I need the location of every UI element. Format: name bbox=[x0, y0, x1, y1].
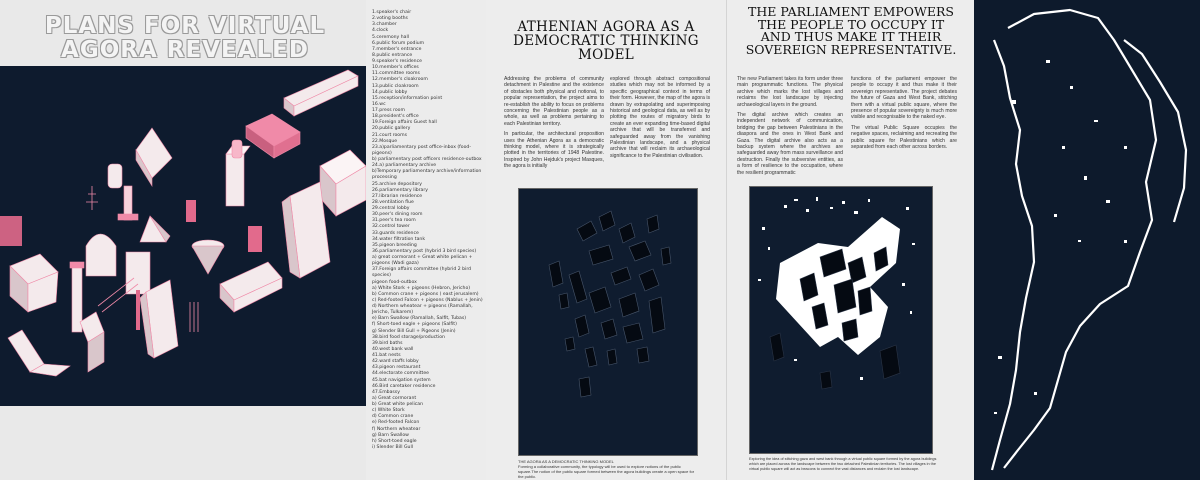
panel2-paragraph: In particular, the architectural proposition uses the Athenian Agora as a democratic thinking model, where it is strategically plotted in the territories of 1948 Palestine. Inspired by John Hejduk's project Masques, the agora is initially bbox=[504, 131, 604, 170]
panel3-column1 bbox=[737, 76, 843, 180]
legend-item: d) Northern wheatear + pigeons (Ramallah, Jericho, Tulkarem) bbox=[372, 304, 473, 316]
panel2-title: ATHENIAN AGORA AS A DEMOCRATIC THINKING MODEL bbox=[513, 19, 699, 63]
legend-item: 39.bird baths bbox=[372, 340, 403, 346]
legend-item: 14.public lobby bbox=[372, 89, 408, 95]
legend-item: 32.control tower bbox=[372, 224, 410, 230]
axonometric-agora-drawing bbox=[0, 66, 366, 406]
legend-item: 16.wc bbox=[372, 101, 386, 107]
legend-item: b) parliamentary post officers residence-outbox bbox=[372, 157, 482, 162]
legend-item: b) Great white pelican bbox=[372, 402, 423, 407]
legend-item: 37.Foreign affairs committee (hybrid 2 bird species) bbox=[372, 267, 472, 279]
legend-item: g) Barn Swallow bbox=[372, 432, 409, 438]
panel3-paragraph: The virtual Public Square occupies the negative spaces, reclaiming and recreating the public square for Palestinians which are separated from each other across borders. bbox=[851, 124, 957, 151]
legend-item: 40.west bank wall bbox=[372, 346, 414, 352]
legend-item: b)Temporary parliamentary archive/information processing bbox=[372, 169, 482, 181]
legend-item: 26.parliamentary library bbox=[372, 187, 428, 193]
legend-item: 43.pigeon restaurant bbox=[372, 365, 421, 371]
legend-item: 45.bat navigation system bbox=[372, 377, 431, 383]
legend-item: a) Great cormorant bbox=[372, 395, 417, 401]
legend-list bbox=[372, 10, 486, 451]
legend-item: 27.librarian residence bbox=[372, 193, 423, 199]
legend-item: 11.committee rooms bbox=[372, 71, 420, 77]
panel3-paragraph: The new Parliament takes its form under three main programmatic functions. The physical archive which marks the lost villages and reclaims the lost landscape by injecting archaeological layers in the ground. bbox=[737, 76, 843, 108]
legend-item: f) Northern wheatear bbox=[372, 426, 421, 432]
legend-item: 41.bat nests bbox=[372, 353, 401, 358]
legend-item: a) White Stork + pigeons (Hebron, Jericho) bbox=[372, 285, 471, 291]
legend-item: 34.water filtration tank bbox=[372, 236, 425, 242]
panel2-caption bbox=[518, 459, 698, 479]
legend-item: 36.parliamentary post (hybrid 3 bird species) bbox=[372, 248, 477, 254]
territory-map-panel bbox=[974, 0, 1200, 480]
legend-item: 13.public cloakroom bbox=[372, 83, 419, 89]
legend-item: 23.a)parliamentary post office-inbox (food-pigeons) bbox=[372, 144, 471, 156]
panel-parliament bbox=[726, 0, 974, 480]
panel3-paragraph: functions of the parliament empower the people to occupy it and thus make it their sovereign representative. The project debates the future of Gaza and West Bank, stitching them with a virtual public square, where the presence of popular sovereignty is much more visible and recognisable to the naked eye. bbox=[851, 76, 957, 121]
legend-item: 25.archive depository bbox=[372, 181, 422, 187]
legend-item: 15.reception/information point bbox=[372, 95, 443, 101]
panel1-title-line1: PLANS FOR VIRTUAL bbox=[44, 13, 326, 39]
panel2-paragraph: explored through abstract compositional studies which may not be informed by a specific geographical context in terms of their form. However, the map of the agora is drawn by extrapolating and superimposing historical and geological data, as well as by plotting the routes of migratory birds to create an ever expanding time-based digital archive that will be transferred and safeguarded away from the vanishing Palestinian landscape, and a physical archive that will reclaim its archaeological significance to the Palestinian civilisation. bbox=[610, 76, 710, 159]
panel1-title-line2: AGORA REVEALED bbox=[61, 37, 309, 63]
panel3-title: THE PARLIAMENT EMPOWERS THE PEOPLE TO OCCUPY IT AND THUS MAKE IT THEIR SOVEREIGN REPRESENTATIVE. bbox=[745, 4, 957, 57]
panel3-paragraph: The digital archive which creates an independent network of communication, bridging the gap between Palestinians in the diaspora and the ones in West Bank and Gaza. The digital archive also acts as a backup system where the archives are safeguarded away from mass surveillance and destruction. Finally the subversive entities, as a form of resilience to the occupation, where the resilient programmatic bbox=[737, 112, 843, 176]
legend-item: 7.member's entrance bbox=[372, 46, 422, 52]
legend-item: 19.Foreign affairs Guest hall bbox=[372, 120, 437, 126]
legend-item: 38.bird food storage/production bbox=[372, 334, 445, 340]
legend-item: h) Short-toed eagle bbox=[372, 438, 417, 444]
legend-item: 20.public gallery bbox=[372, 126, 411, 132]
panel1-title bbox=[40, 14, 330, 62]
legend-item: 29.central lobby bbox=[372, 206, 410, 211]
legend-item: 47.Embassy bbox=[372, 389, 400, 395]
legend-item: 46.Bird caretaker residence bbox=[372, 383, 436, 389]
legend-item: a) great cormorant + Great white pelican + pigeons (Wadi gaza) bbox=[372, 255, 473, 267]
panel2-column2 bbox=[610, 76, 710, 163]
panel2-caption-title: THE AGORA AS A DEMOCRATIC THINKING MODEL bbox=[518, 459, 614, 464]
legend-item: pigeon food-outbox bbox=[372, 279, 417, 285]
legend-item: 2.voting booths bbox=[372, 16, 408, 22]
panel-athenian-agora bbox=[486, 0, 726, 480]
legend-item: f) Short-toed eagle + pigeons (Salfit) bbox=[372, 322, 457, 328]
legend-item: 33.guards residence bbox=[372, 230, 419, 236]
legend-item: 28.ventilation flue bbox=[372, 199, 414, 205]
agora-site-plan bbox=[518, 188, 698, 456]
legend-item: 31.peer's tea room bbox=[372, 218, 416, 224]
panel2-caption-text: Forming a collaborative community, the typology will be used to explore notions of the public square.The notion of the public square formed between the agora buildings create a open space for the public. bbox=[518, 464, 695, 479]
legend-item: 24.a) parliamentary archive bbox=[372, 163, 437, 169]
legend-item: 1.speaker's chair bbox=[372, 10, 412, 15]
legend-item: 9.speaker's residence bbox=[372, 59, 422, 64]
legend-item: g) Slender Bill Gull + Pigeons (Jenin) bbox=[372, 328, 456, 334]
legend-item: e) Barn Swallow (Ramallah, Salfit, Tubas) bbox=[372, 316, 467, 322]
legend-item: 18.president's office bbox=[372, 114, 419, 120]
parliament-public-square-plan bbox=[749, 186, 933, 454]
legend-item: d) Common crane bbox=[372, 414, 414, 420]
legend-item: 6.public forum podium bbox=[372, 40, 425, 46]
legend-item: 22.Mosque bbox=[372, 138, 398, 144]
legend-item: 17.press room bbox=[372, 108, 405, 113]
legend-item: 42.ward staffs lobby bbox=[372, 359, 419, 365]
legend-item: 44.electorate committee bbox=[372, 371, 429, 377]
panel2-paragraph: Addressing the problems of community detachment in Palestine and the existence of obstacles both physical and notional, to popular representation, the project aims to re-establish the ability to focus on problems concerning the Palestinian people as a whole, as well as problems pertaining to each Palestinian territory. bbox=[504, 76, 604, 127]
legend-item: 35.pigeon breeding bbox=[372, 242, 417, 248]
legend-item: 5.ceremony hall bbox=[372, 34, 410, 40]
legend-item: c) Red-footed Falcon + pigeons (Nablus + Jenin) bbox=[372, 297, 483, 303]
legend-item: 3.chamber bbox=[372, 22, 397, 28]
legend-item: 10.member's offices bbox=[372, 65, 419, 71]
legend-item: e) Red-footed Falcon bbox=[372, 420, 420, 426]
legend-item: 4.clock bbox=[372, 28, 389, 34]
legend-item: c) White Stork bbox=[372, 408, 405, 414]
panel3-caption: Exploring the idea of stitching gaza and west bank through a virtual public square formed by the agora buildings which are placed across the landscape between the two detached Palestinian territories. The lost villages in the virtual public square will act as beacons to connect the vast distances and reclaim the lost landscape. bbox=[749, 457, 937, 471]
legend-column bbox=[366, 0, 486, 480]
legend-item: 21.court rooms bbox=[372, 132, 407, 138]
panel-plans-virtual-agora bbox=[0, 0, 366, 480]
legend-item: b) Common crane + pigeons ( east jerusalem) bbox=[372, 291, 479, 297]
panel3-column2 bbox=[851, 76, 957, 154]
legend-item: i) Slender Bill Gull bbox=[372, 444, 414, 450]
legend-item: 30.peer's dining room bbox=[372, 212, 423, 218]
legend-item: 12.member's cloakroom bbox=[372, 77, 428, 83]
legend-item: 8.public entrance bbox=[372, 52, 413, 58]
panel2-column1 bbox=[504, 76, 604, 174]
